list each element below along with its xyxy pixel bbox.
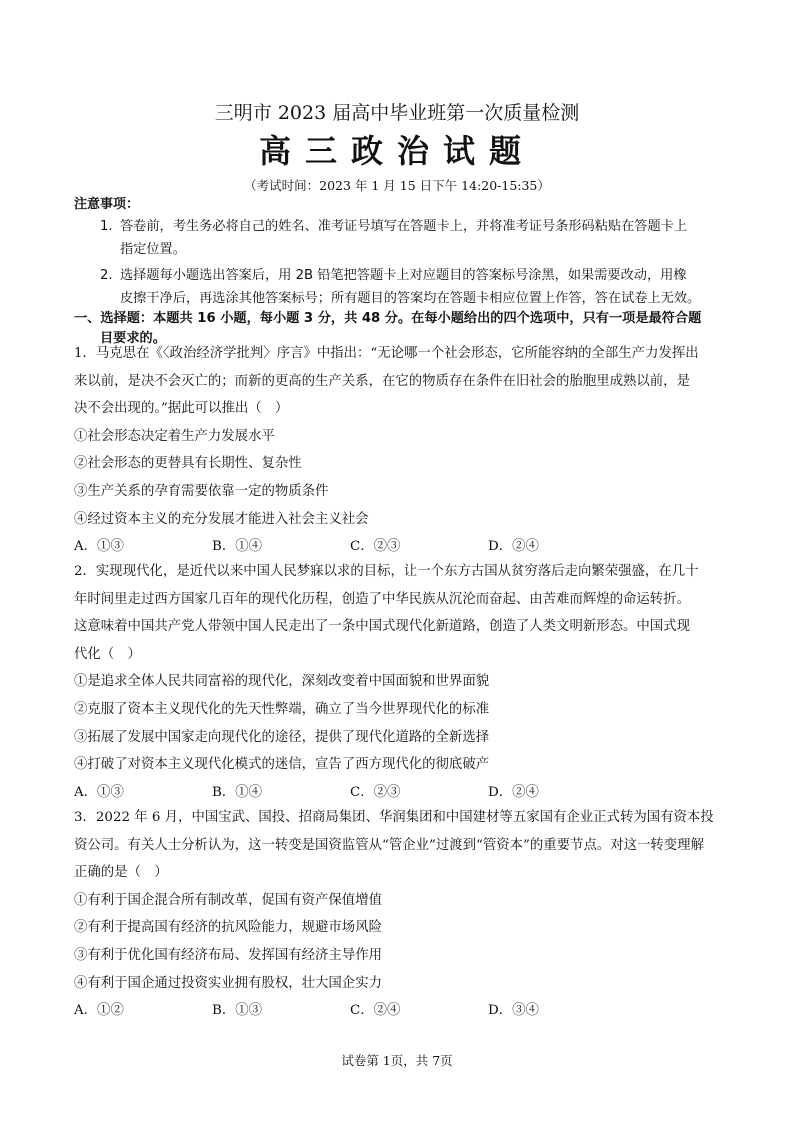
notice-item-text: 皮擦干净后，再选涂其他答案标号；所有题目的答案均在答题卡相应位置上作答，答在试卷上无效。 bbox=[120, 291, 701, 306]
notice-item-2 bbox=[100, 264, 730, 310]
statement: ②有利于提高国有经济的抗风险能力，规避市场风险 bbox=[74, 920, 382, 936]
question-stem-line: 年时间里走过西方国家几百年的现代化历程，创造了中华民族从沉沦而奋起、由苦难而辉煌的命运转折。 bbox=[74, 591, 690, 607]
question-2 bbox=[74, 558, 724, 806]
option-b: B．①④ bbox=[212, 539, 263, 555]
option-b: B．①④ bbox=[212, 784, 263, 800]
exam-subtitle: 三明市 2023 届高中毕业班第一次质量检测 bbox=[214, 102, 580, 124]
notice-item-1 bbox=[100, 215, 730, 261]
question-stem-line: 代化（ ） bbox=[74, 646, 141, 662]
statement: ④打破了对资本主义现代化模式的迷信，宣告了西方现代化的彻底破产 bbox=[74, 757, 490, 773]
option-d: D．②④ bbox=[488, 539, 539, 555]
statement: ②社会形态的更替具有长期性、复杂性 bbox=[74, 456, 302, 472]
option-a: A．①③ bbox=[74, 784, 124, 800]
notice-heading: 注意事项： bbox=[74, 197, 140, 212]
exam-time: （考试时间：2023 年 1 月 15 日下午 14:20-15:35） bbox=[244, 178, 550, 193]
statement: ④有利于国企通过投资实业拥有股权，壮大国企实力 bbox=[74, 975, 382, 991]
question-stem-line: 1．马克思在《〈政治经济学批判〉序言》中指出：“无论哪一个社会形态，它所能容纳的全部生产力发挥出 bbox=[74, 346, 699, 361]
answer-options bbox=[74, 997, 724, 1025]
statement: ①社会形态决定着生产力发展水平 bbox=[74, 428, 275, 444]
question-stem-line: 资公司。有关人士分析认为，这一转变是国资监管从“管企业”过渡到“管资本”的重要节点。对这一转变理解 bbox=[74, 837, 704, 853]
question-stem-line: 决不会出现的。”据此可以推出（ ） bbox=[74, 401, 289, 417]
statement: ③有利于优化国有经济布局、发挥国有经济主导作用 bbox=[74, 947, 382, 963]
page-footer: 试卷第 1页，共 7页 bbox=[341, 1053, 453, 1068]
notice-item-number: 1. bbox=[100, 219, 113, 234]
statement: ③拓展了发展中国家走向现代化的途径，提供了现代化道路的全新选择 bbox=[74, 729, 490, 745]
exam-title: 高三政治试题 bbox=[258, 132, 535, 170]
question-1 bbox=[74, 340, 724, 561]
answer-options bbox=[74, 779, 724, 807]
question-stem-line: 这意味着中国共产党人带领中国人民走出了一条中国式现代化新道路，创造了人类文明新形态。中国式现 bbox=[74, 619, 690, 635]
question-stem-line: 2．实现现代化，是近代以来中国人民梦寐以求的目标，让一个东方古国从贫穷落后走向繁荣强盛，在几十 bbox=[74, 564, 699, 579]
option-c: C．②③ bbox=[350, 784, 401, 800]
notice-item-number: 2. bbox=[100, 268, 113, 283]
statement: ①有利于国企混合所有制改革，促国有资产保值增值 bbox=[74, 892, 382, 908]
question-stem-line: 来以前，是决不会灭亡的；而新的更高的生产关系，在它的物质存在条件在旧社会的胎胞里成熟以前，是 bbox=[74, 373, 690, 389]
statement: ④经过资本主义的充分发展才能进入社会主义社会 bbox=[74, 511, 369, 527]
answer-options bbox=[74, 533, 724, 561]
option-d: D．③④ bbox=[488, 1003, 539, 1019]
option-b: B．①③ bbox=[212, 1003, 263, 1019]
notice-item-text: 选择题每小题选出答案后，用 2B 铅笔把答题卡上对应题目的答案标号涂黑，如果需要改动，用橡 bbox=[120, 268, 687, 283]
section-heading-line: 目要求的。 bbox=[100, 331, 166, 346]
option-c: C．②③ bbox=[350, 539, 401, 555]
question-3 bbox=[74, 804, 724, 1025]
statement: ①是追求全体人民共同富裕的现代化，深刻改变着中国面貌和世界面貌 bbox=[74, 674, 490, 690]
statement: ③生产关系的孕育需要依靠一定的物质条件 bbox=[74, 483, 329, 499]
option-a: A．①③ bbox=[74, 539, 124, 555]
notice-item-text: 答卷前，考生务必将自己的姓名、准考证号填写在答题卡上，并将准考证号条形码粘贴在答题卡上 bbox=[120, 219, 688, 234]
question-stem-line: 正确的是（ ） bbox=[74, 865, 168, 881]
option-d: D．②④ bbox=[488, 784, 539, 800]
option-c: C．②④ bbox=[350, 1003, 401, 1019]
option-a: A．①② bbox=[74, 1003, 124, 1019]
statement: ②克服了资本主义现代化的先天性弊端，确立了当今世界现代化的标准 bbox=[74, 701, 490, 717]
section-heading-line: 一、选择题：本题共 16 小题，每小题 3 分，共 48 分。在每小题给出的四个选项中，只有一项是最符合题 bbox=[74, 311, 702, 326]
question-stem-line: 3．2022 年 6 月，中国宝武、国投、招商局集团、华润集团和中国建材等五家国有企业正式转为国有资本投 bbox=[74, 810, 714, 825]
notice-item-text: 指定位置。 bbox=[120, 242, 186, 257]
